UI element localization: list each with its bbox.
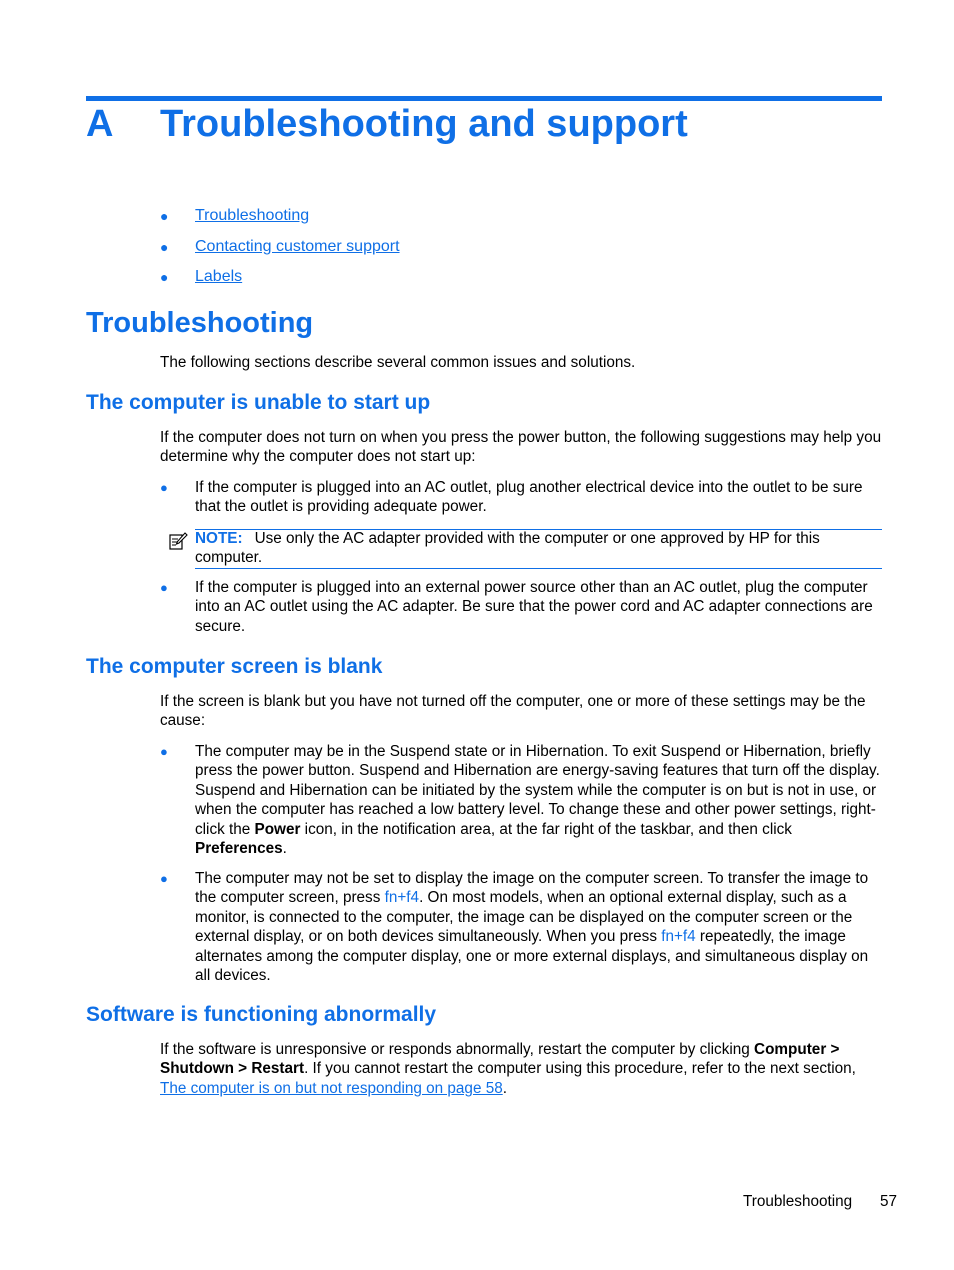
key-combo: fn+f4	[384, 889, 420, 907]
bullet-text	[195, 742, 882, 858]
section-title: Troubleshooting	[86, 307, 314, 339]
power-term: Power	[254, 820, 301, 838]
software-heading: Software is functioning abnormally	[86, 1003, 437, 1026]
bullet-dot: ●	[160, 580, 168, 595]
menu-path: Computer > Shutdown > Restart	[160, 1041, 840, 1078]
startup-intro: If the computer does not turn on when you press the power button, the following suggestions may help you determine why the computer does not start up:	[160, 429, 882, 466]
section-intro: The following sections describe several common issues and solutions.	[160, 354, 636, 371]
text-run: . On most models, when an optional external display, such as a monitor, is connected to the computer, the image can be displayed on the computer screen or the external display, or on both devices simultaneously. When you press	[195, 889, 853, 946]
text-run: .	[502, 1079, 507, 1097]
text-run: icon, in the notification area, at the far right of the taskbar, and then click	[300, 820, 792, 838]
toc-link-customer-support[interactable]: Contacting customer support	[195, 237, 400, 255]
cross-reference-link[interactable]: The computer is on but not responding on page 58	[160, 1079, 503, 1097]
blank-intro: If the screen is blank but you have not turned off the computer, one or more of these settings may be the cause:	[160, 693, 866, 730]
toc-link-labels[interactable]: Labels	[195, 268, 243, 285]
footer-section: Troubleshooting	[743, 1193, 853, 1210]
text-run: The computer may be in the Suspend state or in Hibernation. To exit Suspend or Hibernation, briefly press the power button. Suspend and Hibernation are energy-saving features that turn off the display. Suspend and Hibernation can be initiated by the system while the computer is on but is not in use, or when the computer has reached a low battery level. To change these and other power settings, right-click the	[195, 743, 880, 838]
chapter-title: Troubleshooting and support	[160, 103, 688, 145]
software-paragraph	[160, 1040, 882, 1098]
bullet-text: If the computer is plugged into an external power source other than an AC outlet, plug the computer into an AC outlet using the AC adapter. Be sure that the power cord and AC adapter connections are secure.	[195, 579, 873, 635]
note-text: Use only the AC adapter provided with the computer or one approved by HP for this computer.	[195, 530, 820, 567]
blank-heading: The computer screen is blank	[86, 655, 383, 678]
bullet-dot: ●	[160, 238, 169, 255]
key-combo: fn+f4	[661, 928, 696, 946]
startup-bullet-1	[160, 478, 882, 517]
note-box	[168, 529, 882, 568]
text-run: .	[282, 840, 287, 858]
note-label: NOTE:	[195, 530, 243, 547]
text-run: If the software is unresponsive or responds abnormally, restart the computer by clicking	[160, 1041, 755, 1058]
text-run: repeatedly, the image alternates among the computer display, one or more external displays, and simultaneous display on all devices.	[195, 928, 869, 985]
blank-bullet-2	[160, 869, 882, 985]
bullet-dot: ●	[160, 744, 168, 759]
bullet-text: If the computer is plugged into an AC outlet, plug another electrical device into the outlet to be sure that the outlet is providing adequate power.	[195, 479, 863, 516]
note-pencil-icon	[168, 531, 188, 551]
bullet-dot: ●	[160, 269, 169, 285]
note-rule-bottom	[195, 568, 882, 569]
text-run: The computer may not be set to display the image on the computer screen. To transfer the image to the computer screen, press	[195, 870, 869, 907]
text-run: . If you cannot restart the computer using this procedure, refer to the next section,	[304, 1060, 856, 1078]
toc-link-troubleshooting[interactable]: Troubleshooting	[195, 207, 310, 224]
bullet-dot: ●	[160, 480, 168, 495]
preferences-term: Preferences	[195, 840, 283, 858]
bullet-text	[195, 869, 882, 985]
bullet-dot: ●	[160, 208, 169, 224]
page-number: 57	[880, 1193, 898, 1210]
bullet-dot: ●	[160, 871, 168, 886]
blank-bullet-1	[160, 742, 882, 858]
chapter-letter: A	[86, 103, 114, 145]
startup-bullet-2	[160, 578, 882, 636]
note-content	[195, 529, 882, 568]
startup-heading: The computer is unable to start up	[86, 391, 431, 414]
